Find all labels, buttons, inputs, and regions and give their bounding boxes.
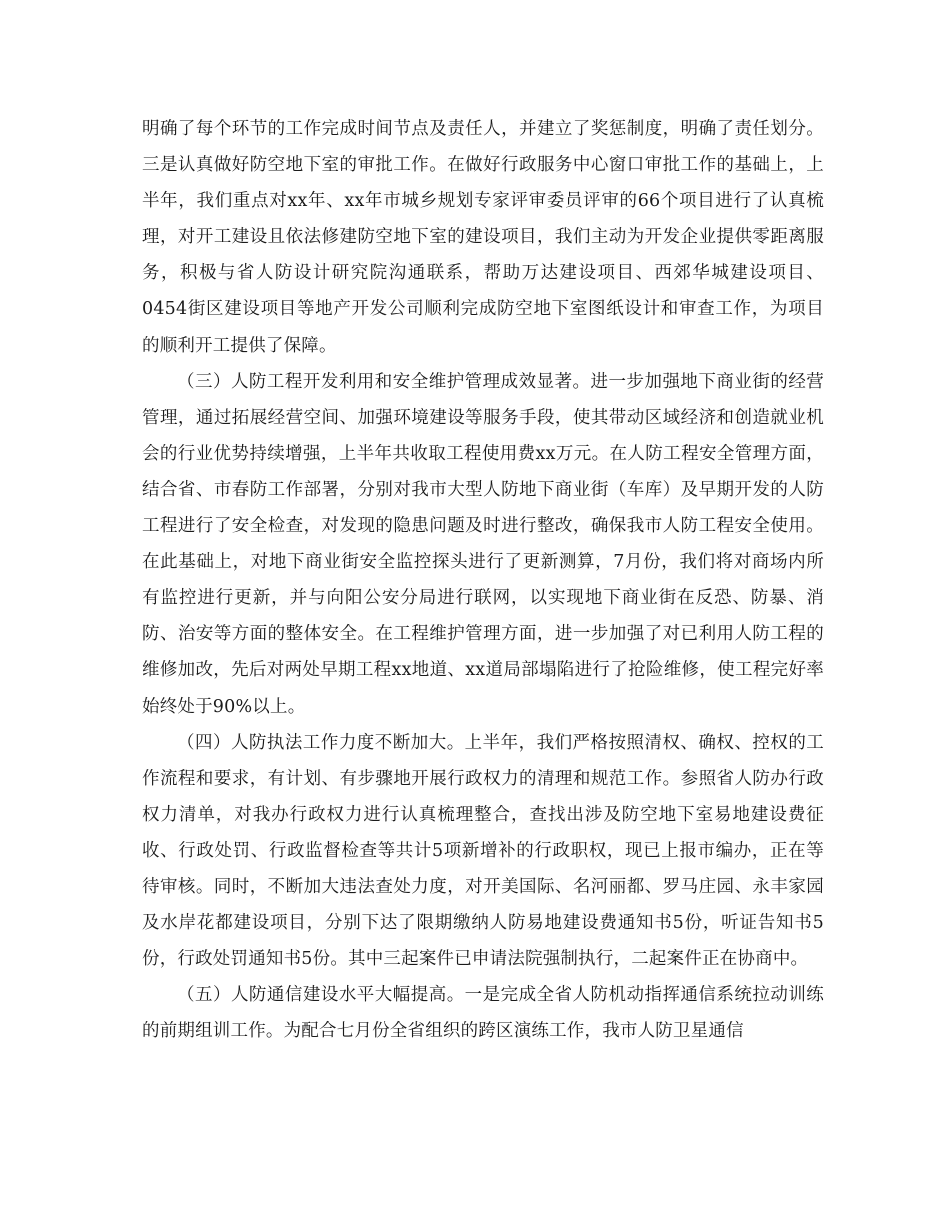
document-body	[142, 111, 824, 1049]
paragraph-section-4: （四）人防执法工作力度不断加大。上半年，我们严格按照清权、确权、控权的工作流程和要求，有计划、有步骤地开展行政权力的清理和规范工作。参照省人防办行政权力清单，对我办行政权力进行认真梳理整合，查找出涉及防空地下室易地建设费征收、行政处罚、行政监督检查等共计5项新增补的行政职权，现已上报市编办，正在等待审核。同时，不断加大违法查处力度，对开美国际、名河丽都、罗马庄园、永丰家园及水岸花都建设项目，分别下达了限期缴纳人防易地建设费通知书5份，听证告知书5份，行政处罚通知书5份。其中三起案件已申请法院强制执行，二起案件正在协商中。	[142, 732, 824, 970]
paragraph-continuation: 明确了每个环节的工作完成时间节点及责任人，并建立了奖惩制度，明确了责任划分。三是认真做好防空地下室的审批工作。在做好行政服务中心窗口审批工作的基础上，上半年，我们重点对xx年、xx年市城乡规划专家评审委员评审的66个项目进行了认真梳理，对开工建设且依法修建防空地下室的建设项目，我们主动为开发企业提供零距离服务，积极与省人防设计研究院沟通联系，帮助万达建设项目、西郊华城建设项目、0454街区建设项目等地产开发公司顺利完成防空地下室图纸设计和审查工作，为项目的顺利开工提供了保障。	[142, 119, 824, 356]
paragraph-section-3: （三）人防工程开发利用和安全维护管理成效显著。进一步加强地下商业街的经营管理，通过拓展经营空间、加强环境建设等服务手段，使其带动区域经济和创造就业机会的行业优势持续增强，上半年共收取工程使用费xx万元。在人防工程安全管理方面，结合省、市春防工作部署，分别对我市大型人防地下商业街（车库）及早期开发的人防工程进行了安全检查，对发现的隐患问题及时进行整改，确保我市人防工程安全使用。在此基础上，对地下商业街安全监控探头进行了更新测算，7月份，我们将对商场内所有监控进行更新，并与向阳公安分局进行联网，以实现地下商业街在反恐、防暴、消防、治安等方面的整体安全。在工程维护管理方面，进一步加强了对已利用人防工程的维修加改，先后对两处早期工程xx地道、xx道局部塌陷进行了抢险维修，使工程完好率始终处于90%以上。	[142, 371, 824, 717]
paragraph-section-5: （五）人防通信建设水平大幅提高。一是完成全省人防机动指挥通信系统拉动训练的前期组训工作。为配合七月份全省组织的跨区演练工作，我市人防卫星通信	[142, 985, 824, 1042]
